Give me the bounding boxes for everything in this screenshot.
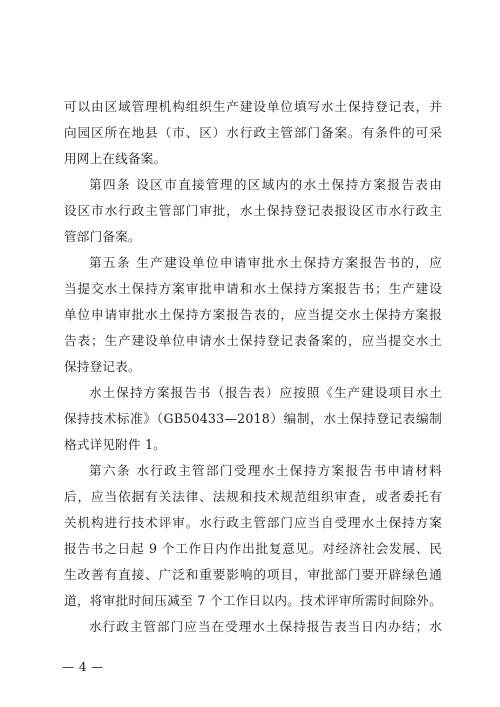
article-6-heading-line: 第六条 水行政主管部门受理水土保持方案报告书申请材料 [89, 463, 442, 478]
paragraph-report-form-line: 水行政主管部门应当在受理水土保持报告表当日内办结；水 [89, 619, 442, 634]
text-line-20: 道，将审批时间压减至 7 个工作日以内。技术评审所需时间除外。 [64, 593, 442, 608]
text-line-3: 用网上在线备案。 [64, 151, 167, 166]
text-line-16: 后，应当依据有关法律、法规和技术规范组织审查，或者委托有 [64, 489, 442, 504]
page-number: — 4 — [62, 660, 104, 674]
text-line-19: 生改善有直接、广泛和重要影响的项目，审批部门要开辟绿色通 [64, 567, 442, 582]
text-line-14: 格式详见附件 1。 [64, 437, 166, 452]
text-line-2: 向园区所在地县（市、区）水行政主管部门备案。有条件的可采 [64, 125, 442, 140]
text-line-17: 关机构进行技术评审。水行政主管部门应当自受理水土保持方案 [64, 515, 442, 530]
text-line-8: 当提交水土保持方案审批申请和水土保持方案报告书；生产建设 [64, 281, 442, 296]
text-line-18: 报告书之日起 9 个工作日内作出批复意见。对经济社会发展、民 [64, 541, 442, 556]
text-line-11: 保持登记表。 [64, 359, 141, 374]
article-4-heading-line: 第四条 设区市直接管理的区域内的水土保持方案报告表由 [89, 177, 442, 192]
text-line-10: 告表；生产建设单位申请水土保持登记表备案的，应当提交水土 [64, 333, 442, 348]
article-5-heading-line: 第五条 生产建设单位申请审批水土保持方案报告书的，应 [89, 255, 442, 270]
text-line-6: 管部门备案。 [64, 229, 141, 244]
text-line-1: 可以由区域管理机构组织生产建设单位填写水土保持登记表，并 [64, 99, 442, 114]
text-line-5: 设区市水行政主管部门审批，水土保持登记表报设区市水行政主 [64, 203, 442, 218]
text-line-13: 保持技术标准》（GB50433—2018）编制，水土保持登记表编制 [64, 411, 442, 426]
text-line-9: 单位申请审批水土保持方案报告表的，应当提交水土保持方案报 [64, 307, 442, 322]
paragraph-standard-line: 水土保持方案报告书（报告表）应按照《生产建设项目水土 [89, 385, 442, 400]
